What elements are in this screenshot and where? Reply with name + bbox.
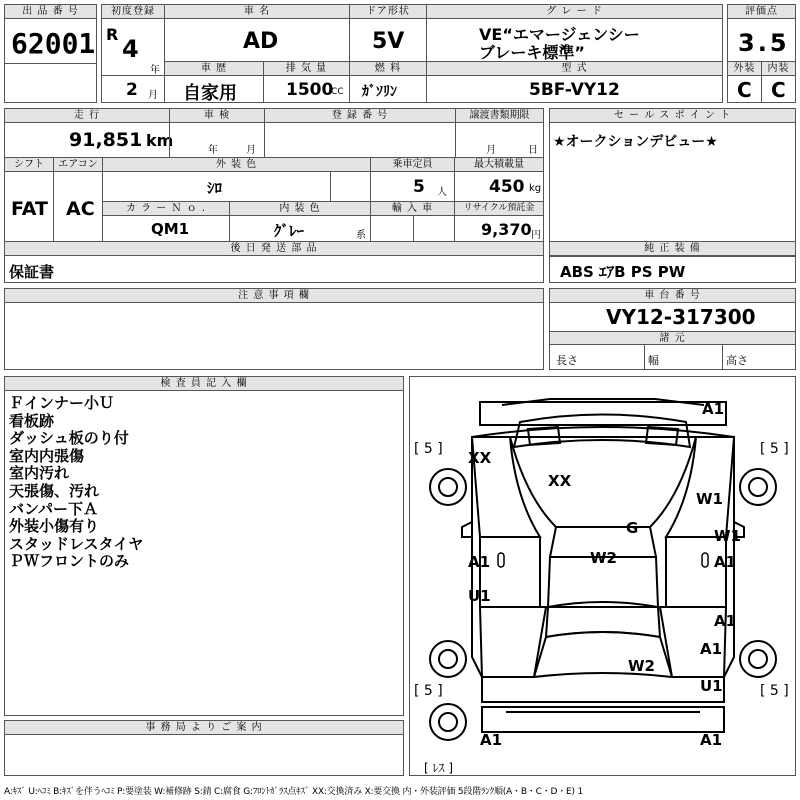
shift-label: シフト	[5, 158, 53, 172]
genuine-label: 純 正 装 備	[550, 242, 795, 256]
inspector-line: 天張傷、汚れ	[9, 481, 100, 500]
damage-mark-xx-hood: XX	[548, 472, 572, 490]
color-number: QM1	[151, 220, 190, 238]
tire-rear-left	[430, 641, 466, 677]
aircon: AC	[66, 198, 95, 220]
recycle-label: リサイクル預託金	[455, 202, 543, 216]
exterior-color-cell	[102, 157, 371, 202]
door-label: ドア形状	[350, 5, 426, 19]
damage-mark-a1-rear-left: A1	[480, 731, 503, 749]
inspector-line: バンパー下Ａ	[9, 499, 98, 518]
inspector-line: 看板跡	[9, 411, 55, 430]
history: 自家用	[183, 83, 237, 104]
spare-tire	[430, 704, 466, 740]
chassis-cell	[549, 288, 796, 370]
damage-mark-u1-right-quarter: U1	[700, 677, 723, 695]
damage-mark-a1-right-quarter: A1	[700, 640, 723, 658]
damage-diagram	[409, 376, 796, 776]
cc-unit: CC	[331, 87, 344, 97]
interior-color-cell	[229, 201, 371, 242]
notes-cell	[4, 288, 544, 370]
hood	[510, 437, 696, 527]
left-rear-door	[480, 607, 546, 677]
exterior-color-label: 外 装 色	[103, 158, 370, 172]
notes-label: 注 意 事 項 欄	[5, 289, 543, 303]
color-number-label: カ ラ ー Ｎ ｏ .	[103, 202, 229, 216]
damage-mark-w2-roof: W2	[590, 549, 617, 567]
history-label: 車 歴	[165, 62, 263, 76]
score-cell	[727, 4, 796, 62]
first-registration-cell	[101, 4, 165, 76]
first-registration-month	[101, 75, 165, 103]
max-load-label: 最大積載量	[455, 158, 543, 172]
import-label: 輸 入 車	[371, 202, 454, 216]
lot-label: 出 品 番 号	[5, 5, 96, 19]
transfer-deadline-cell	[455, 108, 544, 158]
rear-bumper	[482, 707, 724, 732]
tire-front-left-grade: [ 5 ]	[414, 441, 443, 457]
right-fender	[666, 437, 734, 537]
lot-number: 62001	[11, 27, 96, 60]
sales-label: セ ー ル ス ポ イ ン ト	[550, 109, 795, 123]
max-load: 450	[489, 177, 525, 197]
tire-front-left	[430, 469, 466, 505]
color-number-cell	[102, 201, 230, 242]
score: 3.5	[738, 29, 790, 57]
recycle-cell	[454, 201, 544, 242]
month: 2	[126, 80, 138, 100]
inspector-line: ダッシュ板のり付	[9, 429, 129, 448]
tire-front-right-grade: [ 5 ]	[760, 441, 789, 457]
exterior-label: 外装	[728, 62, 761, 76]
registration-label: 初度登録	[102, 5, 164, 19]
damage-mark-a1-right-door-rear: A1	[714, 612, 737, 630]
spec-height: 高さ	[726, 354, 748, 367]
damage-mark-a1-rear-right: A1	[700, 731, 723, 749]
spec-width: 幅	[648, 354, 659, 367]
inspector-lines	[9, 395, 143, 571]
fuel-cell	[349, 61, 427, 103]
grade-line1: VE“エマージェンシー	[479, 25, 640, 44]
inspector-line: 室内内張傷	[9, 446, 85, 465]
interior-grade: C	[771, 78, 786, 102]
exterior-grade: C	[737, 78, 752, 102]
max-load-cell	[454, 157, 544, 202]
later-parts-cell	[4, 241, 544, 283]
mileage-cell	[4, 108, 174, 158]
capacity-label: 乗車定員	[371, 158, 454, 172]
interior-color: ｸﾞﾚｰ	[274, 222, 305, 240]
inspection-year: 年	[208, 145, 218, 156]
inspector-line: 室内汚れ	[9, 464, 70, 483]
damage-mark-xx-left-fender: XX	[468, 449, 492, 467]
right-front-door	[666, 537, 726, 607]
mileage-unit: km	[146, 131, 174, 150]
spec-label: 諸 元	[550, 331, 795, 345]
shift-cell	[4, 157, 54, 242]
interior-color-unit: 系	[356, 230, 366, 241]
car-name: AD	[243, 29, 279, 54]
fuel: ｶﾞｿﾘﾝ	[362, 84, 397, 100]
import-cell	[370, 201, 455, 242]
sales-point-cell	[549, 108, 796, 257]
office-label: 事 務 局 よ り ご 案 内	[5, 721, 403, 735]
exterior-color: ｼﾛ	[207, 179, 223, 197]
left-mirror	[462, 522, 472, 537]
genuine-equipment: ABS ｴｱB PS PW	[560, 263, 686, 281]
lot-blank	[4, 63, 97, 103]
front-grille-outline	[514, 415, 690, 448]
damage-mark-w1-right-door-front: W1	[714, 527, 741, 545]
shift: FAT	[11, 198, 48, 220]
car-name-cell	[164, 4, 350, 62]
grade-label: グ レ ー ド	[427, 5, 722, 19]
capacity-cell	[370, 157, 455, 202]
aircon-label: エアコン	[54, 158, 102, 172]
displacement: 1500	[286, 80, 334, 100]
displacement-cell	[263, 61, 350, 103]
lot-number-cell	[4, 4, 97, 64]
inspector-line: Ｆインナー小Ｕ	[9, 394, 115, 412]
front-bumper-outline	[480, 402, 726, 425]
sales-point: ★オークションデビュー★	[553, 134, 718, 150]
mileage-label: 走 行	[5, 109, 169, 123]
inspector-notes-cell	[4, 376, 404, 716]
exterior-grade-cell	[727, 61, 762, 103]
grade-cell	[426, 4, 723, 62]
chassis-number: VY12-317300	[606, 305, 756, 329]
transfer-label: 譲渡書類期限	[456, 109, 543, 123]
office-notice-cell	[4, 720, 404, 776]
inspector-label: 検 査 員 記 入 欄	[5, 377, 403, 391]
car-name-label: 車 名	[165, 5, 349, 19]
model: 5BF-VY12	[529, 80, 620, 100]
transfer-day: 日	[528, 145, 538, 156]
load-unit: kg	[529, 183, 542, 194]
mileage: 91,851	[69, 129, 143, 151]
tire-rear-left-grade: [ 5 ]	[414, 683, 443, 699]
grade-line2: ブレーキ標準”	[479, 43, 585, 62]
inspector-line: 外装小傷有り	[9, 517, 100, 536]
legend: A:ｷｽﾞ U:ﾍｺﾐ B:ｷｽﾞを伴うﾍｺﾐ P:要塗装 W:補修跡 S:錆 C:腐食 G:ﾌﾛﾝﾄｶﾞﾗｽ点ｷｽﾞ XX:交換済み X:要交換 内・外装評価 5段階ﾗﾝｸ順(A・B・C・D・E) 1	[4, 787, 583, 797]
tire-rear-right-grade: [ 5 ]	[760, 683, 789, 699]
fuel-label: 燃 料	[350, 62, 426, 76]
damage-mark-w1-right-fender: W1	[696, 490, 723, 508]
interior-label: 内装	[762, 62, 795, 76]
tire-rear-right	[740, 641, 776, 677]
damage-mark-g-windshield: G	[626, 519, 639, 537]
door-cell	[349, 4, 427, 62]
interior-grade-cell	[761, 61, 796, 103]
inspector-line: ＰＷフロントのみ	[9, 552, 130, 571]
recycle: 9,370	[481, 220, 532, 239]
model-label: 型 式	[427, 62, 722, 76]
aircon-cell	[53, 157, 103, 242]
later-parts: 保証書	[9, 263, 55, 281]
damage-mark-w2-tailgate: W2	[628, 657, 655, 675]
score-label: 評価点	[728, 5, 795, 19]
month-unit: 月	[148, 90, 158, 101]
displacement-label: 排 気 量	[264, 62, 349, 76]
capacity-unit: 人	[437, 187, 447, 198]
genuine-equipment-cell	[549, 241, 796, 283]
inspection-cell	[169, 108, 265, 158]
era: R	[106, 25, 119, 44]
door-type: 5V	[372, 29, 405, 54]
inspection-month: 月	[246, 145, 256, 156]
damage-mark-a1-front-bumper: A1	[702, 400, 725, 418]
transfer-month: 月	[486, 145, 496, 156]
year-unit: 年	[150, 65, 160, 76]
history-cell	[164, 61, 264, 103]
registration-number-label: 登 録 番 号	[265, 109, 455, 123]
spare-tire-label: [ ﾚｽ ]	[424, 761, 454, 775]
model-cell	[426, 61, 723, 103]
interior-color-label: 内 装 色	[230, 202, 370, 216]
car-outline-svg	[410, 377, 795, 775]
spec-length: 長さ	[556, 354, 578, 367]
inspection-label: 車 検	[170, 109, 264, 123]
registration-number-cell	[264, 108, 456, 158]
year: 4	[122, 35, 139, 63]
damage-mark-u1-left-door-rear: U1	[468, 587, 491, 605]
later-parts-label: 後 日 発 送 部 品	[5, 242, 543, 256]
tire-front-right	[740, 469, 776, 505]
damage-mark-a1-left-door: A1	[468, 553, 491, 571]
damage-mark-a1-right-door-front: A1	[714, 553, 737, 571]
recycle-unit: 円	[531, 230, 541, 241]
capacity: 5	[413, 177, 425, 197]
chassis-label: 車 台 番 号	[550, 289, 795, 303]
inspector-line: スタッドレスタイヤ	[9, 534, 144, 553]
